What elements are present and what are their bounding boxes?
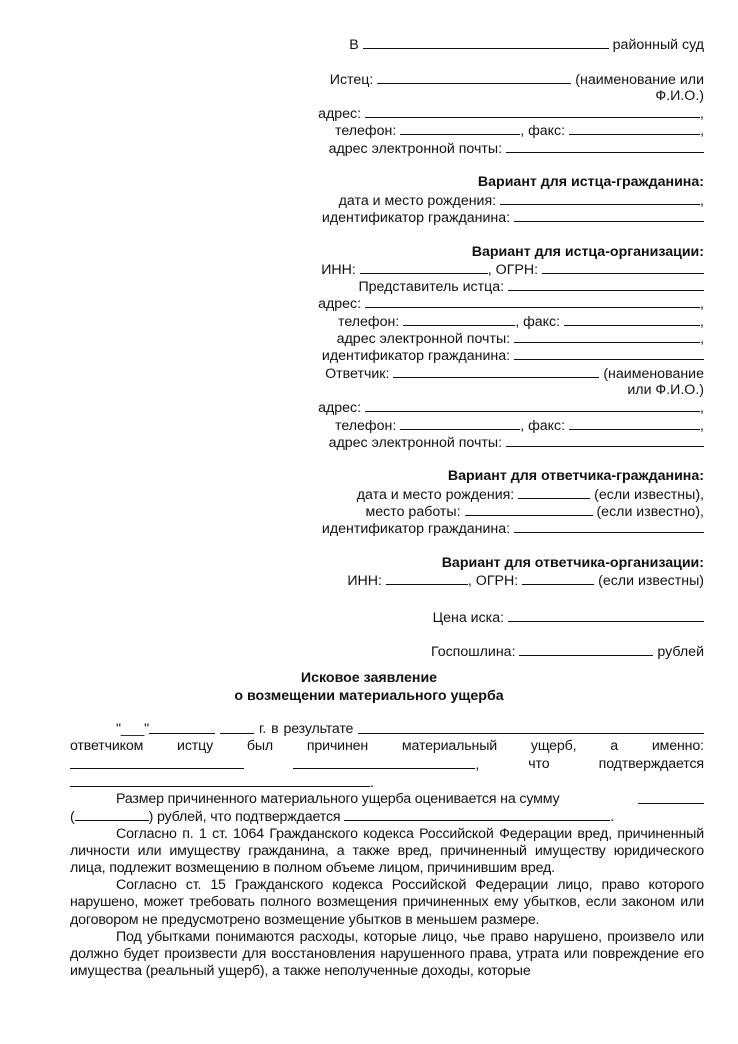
plaintiff-note: Ф.И.О.) xyxy=(655,87,704,104)
damage-amount-line: Размер причиненного материального ущерба оценивается на сумму xyxy=(70,791,704,808)
defendant-birth-field[interactable] xyxy=(518,486,590,499)
plaintiff-birth-line: дата и место рождения: , xyxy=(338,192,704,209)
plaintiff-representative-line: Представитель истца: xyxy=(300,278,704,295)
damage-line: ответчиком истцу был причинен материальный ущерб, а именно: xyxy=(70,738,704,755)
duty-line: Госпошлина: рублей xyxy=(430,644,704,661)
defendant-address-line: адрес: , xyxy=(318,400,704,417)
damage-evidence-field[interactable] xyxy=(70,774,370,787)
plaintiff-org-heading: Вариант для истца-организации: xyxy=(471,243,704,260)
plaintiff-org-address-line: адрес: , xyxy=(318,296,704,313)
defendant-id-line: идентификатор гражданина: xyxy=(300,520,704,537)
damage-detail-line: , что подтверждается xyxy=(70,756,704,774)
defendant-address-field[interactable] xyxy=(365,399,700,412)
court-name-field[interactable] xyxy=(363,36,609,49)
plaintiff-address-line: адрес: , xyxy=(318,106,704,123)
court-line: В районный суд xyxy=(349,37,704,53)
plaintiff-org-phone-line: телефон: , факс: , xyxy=(338,313,704,330)
claim-price-line: Цена иска: xyxy=(300,609,704,626)
defendant-inn-line: ИНН: , ОГРН: (если известны) xyxy=(347,573,704,590)
plaintiff-representative-field[interactable] xyxy=(508,278,704,291)
plaintiff-inn-line: ИНН: , ОГРН: xyxy=(300,261,704,278)
defendant-fax-field[interactable] xyxy=(569,417,700,430)
plaintiff-org-id-line: идентификатор гражданина: xyxy=(300,347,704,364)
plaintiff-email-field[interactable] xyxy=(506,140,704,153)
defendant-inn-field[interactable] xyxy=(386,572,468,585)
defendant-note: или Ф.И.О.) xyxy=(627,381,704,398)
incident-cause-field[interactable] xyxy=(358,721,704,734)
incident-year-field[interactable] xyxy=(220,721,254,734)
document-title xyxy=(0,670,738,705)
defendant-id-field[interactable] xyxy=(514,520,704,533)
defendant-work-line: место работы: (если известно), xyxy=(365,504,704,521)
plaintiff-inn-field[interactable] xyxy=(360,261,488,274)
defendant-ogrn-field[interactable] xyxy=(522,572,594,585)
plaintiff-org-email-line: адрес электронной почты: , xyxy=(336,331,704,348)
title-line-2: о возмещении материального ущерба xyxy=(234,687,504,704)
defendant-phone-field[interactable] xyxy=(400,417,520,430)
plaintiff-fax-field[interactable] xyxy=(569,122,700,135)
plaintiff-id-line: идентификатор гражданина: xyxy=(300,209,704,226)
plaintiff-org-email-field[interactable] xyxy=(514,330,700,343)
damage-detail-field-2[interactable] xyxy=(293,756,475,769)
plaintiff-citizen-heading: Вариант для истца-гражданина: xyxy=(477,174,704,191)
plaintiff-org-fax-field[interactable] xyxy=(564,313,700,326)
damage-amount-words-field[interactable] xyxy=(75,808,149,821)
plaintiff-id-field[interactable] xyxy=(514,209,704,222)
plaintiff-phone-line: телефон: , факс: , xyxy=(335,123,704,140)
defendant-birth-line: дата и место рождения: (если известны), xyxy=(356,486,704,503)
defendant-name-field[interactable] xyxy=(393,365,599,378)
plaintiff-ogrn-field[interactable] xyxy=(542,261,704,274)
duty-field[interactable] xyxy=(519,643,653,656)
damage-amount-words-line: ( ) рублей, что подтверждается . xyxy=(70,809,615,826)
damage-evidence-line: . xyxy=(70,774,704,791)
paragraph-art-15: Согласно ст. 15 Гражданского кодекса Российской Федерации лицо, право которого нарушено, может требовать полного возмещения причиненных ему убытков, если законом или договором не предусмотрено возмещение убытков в меньшем размере. xyxy=(70,877,704,928)
defendant-email-line: адрес электронной почты: xyxy=(300,434,704,451)
defendant-phone-line: телефон: , факс: , xyxy=(335,417,704,434)
damage-detail-field-1[interactable] xyxy=(70,756,244,769)
plaintiff-org-address-field[interactable] xyxy=(365,295,700,308)
court-header xyxy=(300,36,704,661)
claim-price-field[interactable] xyxy=(508,609,704,622)
defendant-line: Ответчик: (наименование xyxy=(325,365,704,382)
damage-amount-evidence-field[interactable] xyxy=(344,808,610,821)
defendant-citizen-heading: Вариант для ответчика-гражданина: xyxy=(447,468,704,485)
plaintiff-name-field[interactable] xyxy=(377,71,571,84)
document-body xyxy=(70,721,704,980)
incident-date-line: "___" г. в результате xyxy=(70,721,704,738)
paragraph-art-1064: Согласно п. 1 ст. 1064 Гражданского кодекса Российской Федерации вред, причиненный личности или имуществу гражданина, а также вред, причиненный имуществу юридического лица, подлежит возмещению в полном объеме лицом, причинившим вред. xyxy=(70,825,704,876)
defendant-org-heading: Вариант для ответчика-организации: xyxy=(441,554,704,571)
title-line-1: Исковое заявление xyxy=(300,670,438,686)
damage-amount-field[interactable] xyxy=(638,791,704,804)
plaintiff-line: Истец: (наименование или xyxy=(329,71,704,88)
plaintiff-org-id-field[interactable] xyxy=(514,347,704,360)
defendant-email-field[interactable] xyxy=(506,434,704,447)
plaintiff-address-field[interactable] xyxy=(365,105,700,118)
defendant-work-field[interactable] xyxy=(465,503,593,516)
plaintiff-email-line: адрес электронной почты: xyxy=(300,140,704,157)
plaintiff-birth-field[interactable] xyxy=(500,192,700,205)
plaintiff-org-phone-field[interactable] xyxy=(403,313,515,326)
paragraph-losses: Под убытками понимаются расходы, которые лицо, чье право нарушено, произвело или должно будет произвести для восстановления нарушенного права, утрата или повреждение его имущества (реальный ущерб), а также неполученные доходы, которые xyxy=(70,928,704,980)
incident-month-field[interactable] xyxy=(149,721,215,734)
plaintiff-phone-field[interactable] xyxy=(400,122,520,135)
